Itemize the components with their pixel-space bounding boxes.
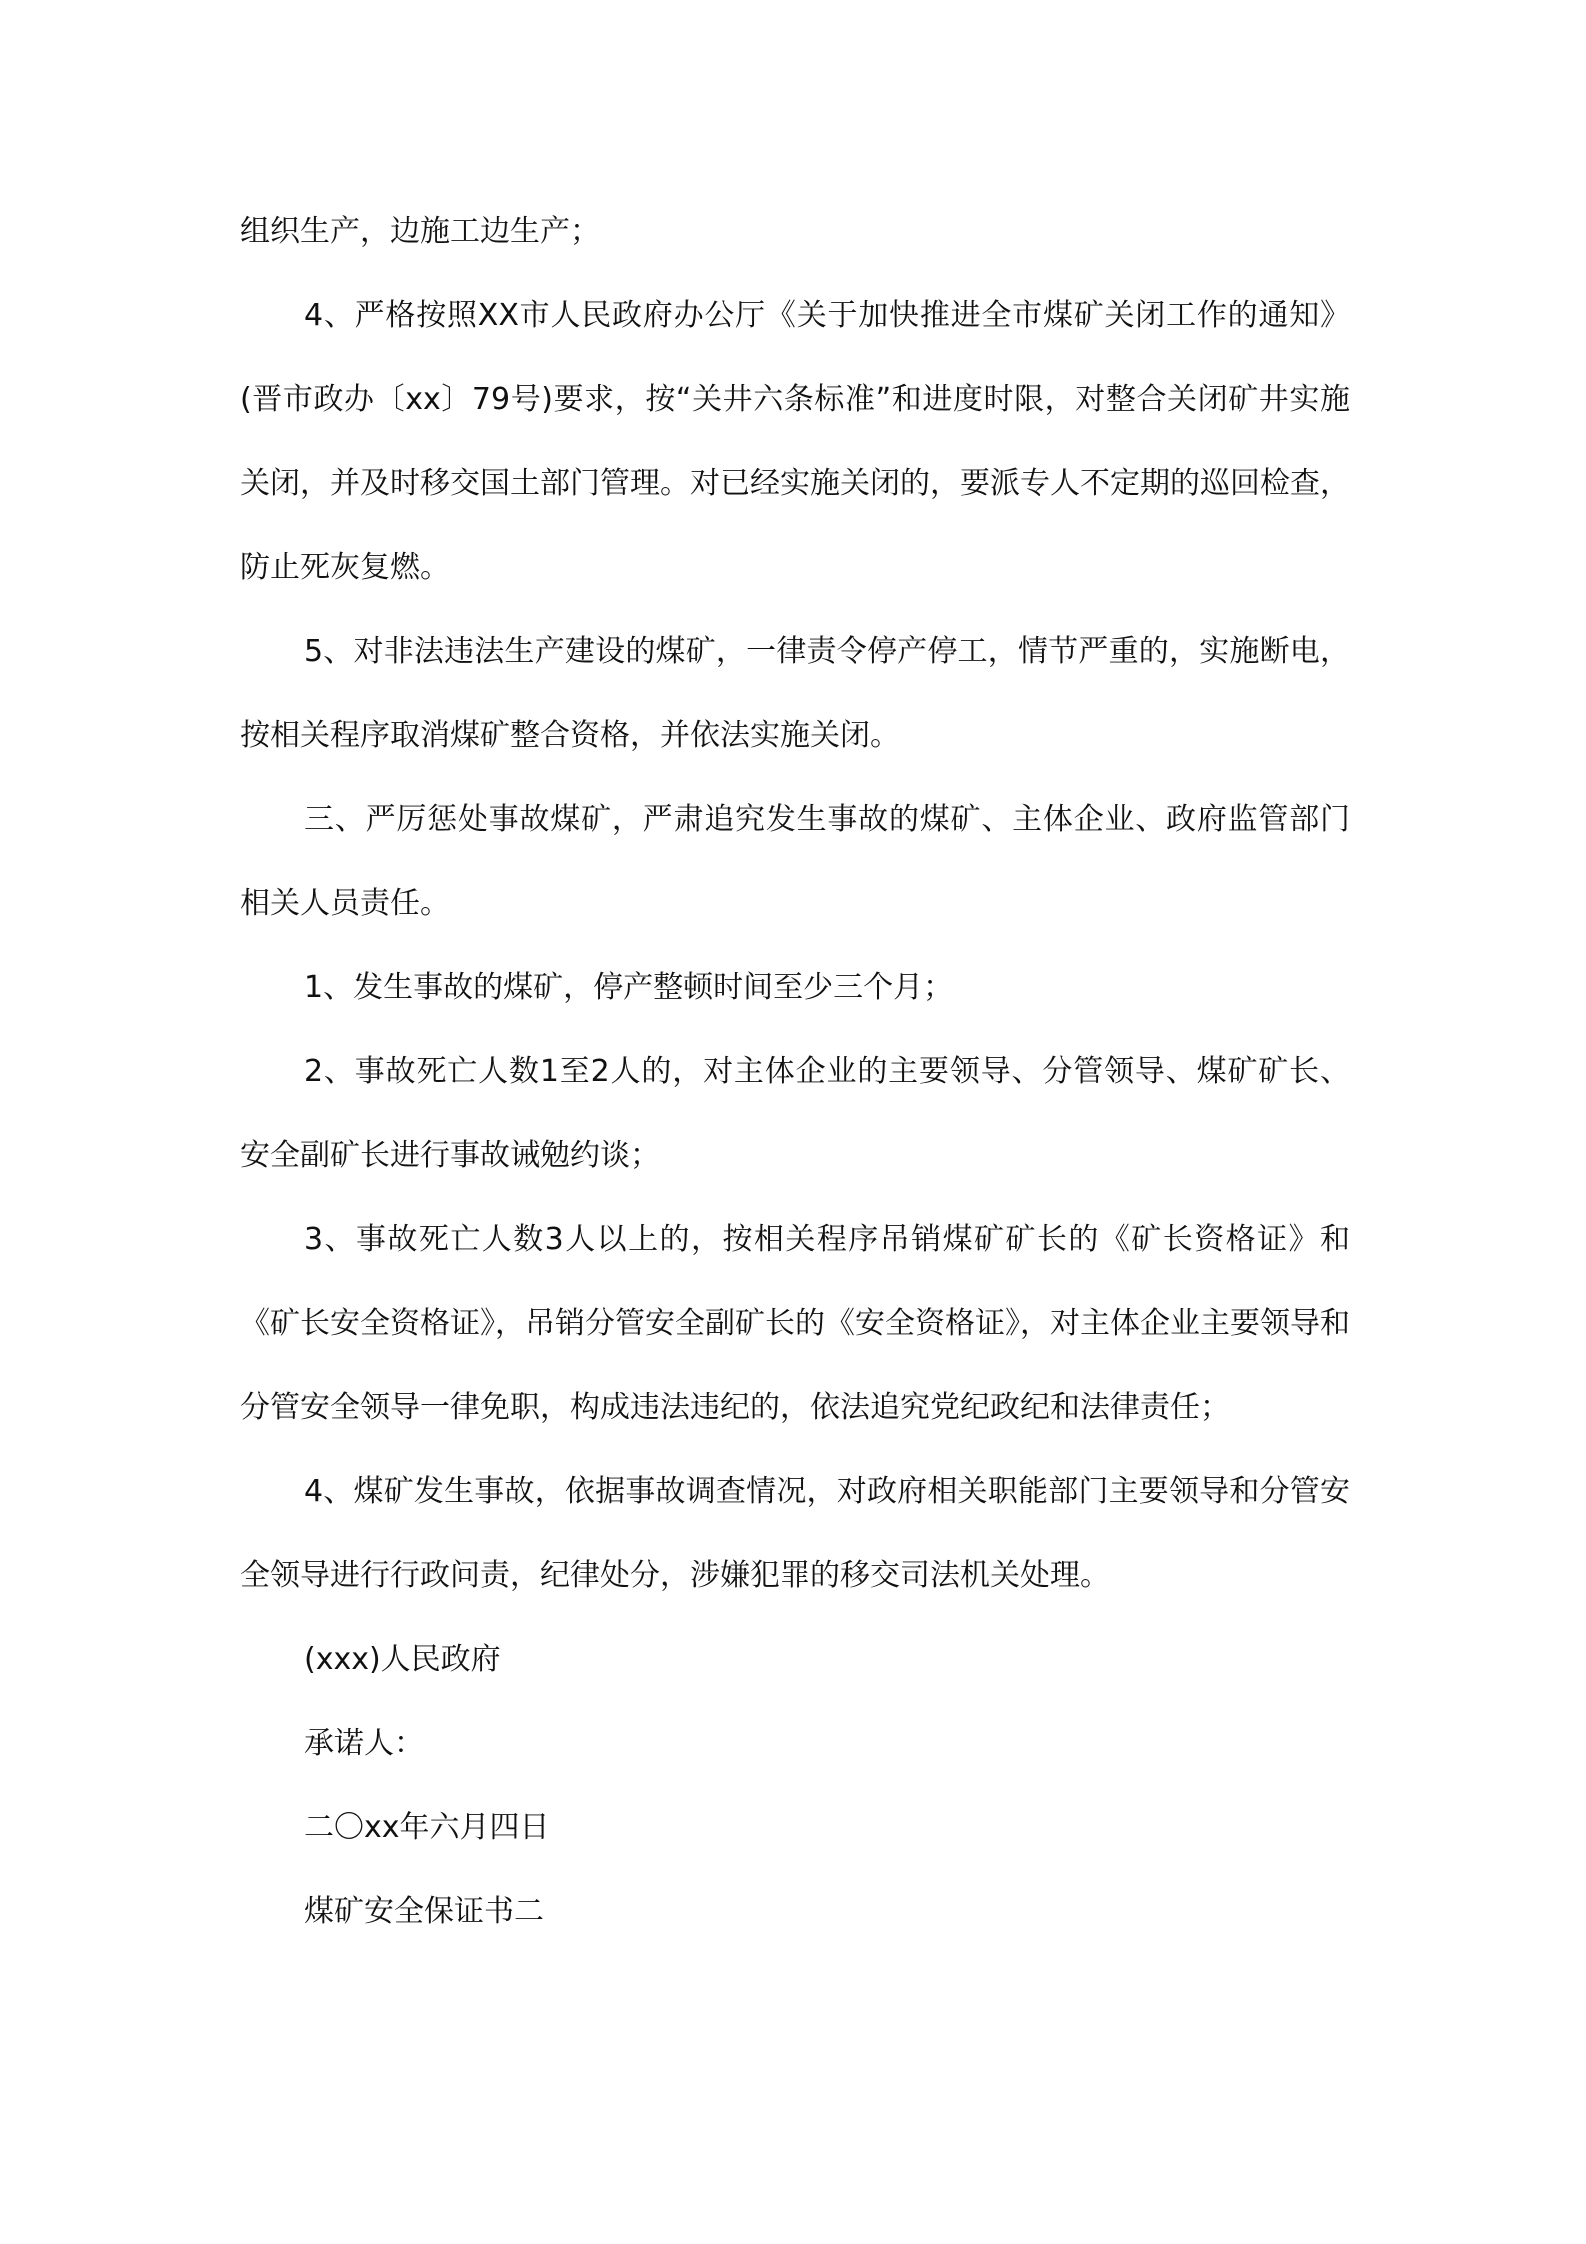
paragraph-section3-item-1: 1、发生事故的煤矿，停产整顿时间至少三个月；: [304, 970, 954, 1005]
signatory-organization: (xxx)人民政府: [304, 1642, 501, 1677]
paragraph-item-4-mine-closure: 4、严格按照XX市人民政府办公厅《关于加快推进全市煤矿关闭工作的通知》(晋市政办〔xx〕79号)要求，按“关井六条标准”和进度时限，对整合关闭矿井实施关闭，并及时移交国土部门管理。对已经实施关闭的，要派专人不定期的巡回检查，防止死灰复燃。: [240, 298, 1350, 585]
promisor-label: 承诺人：: [304, 1726, 424, 1761]
paragraph-item-5-illegal-mines: 5、对非法违法生产建设的煤矿，一律责令停产停工，情节严重的，实施断电，按相关程序取消煤矿整合资格，并依法实施关闭。: [240, 634, 1350, 753]
document-date: 二〇xx年六月四日: [304, 1810, 550, 1845]
next-document-title: 煤矿安全保证书二: [304, 1894, 544, 1929]
paragraph-section3-item-4: 4、煤矿发生事故，依据事故调查情况，对政府相关职能部门主要领导和分管安全领导进行行政问责，纪律处分，涉嫌犯罪的移交司法机关处理。: [240, 1474, 1350, 1593]
document-body: [240, 190, 1350, 1954]
paragraph-section3-item-3: 3、事故死亡人数3人以上的，按相关程序吊销煤矿矿长的《矿长资格证》和《矿长安全资格证》，吊销分管安全副矿长的《安全资格证》，对主体企业主要领导和分管安全领导一律免职，构成违法违纪的，依法追究党纪政纪和法律责任；: [240, 1222, 1350, 1425]
paragraph-continuation: 组织生产，边施工边生产；: [240, 214, 600, 249]
section-heading-3: 三、严厉惩处事故煤矿，严肃追究发生事故的煤矿、主体企业、政府监管部门相关人员责任。: [240, 802, 1350, 921]
paragraph-section3-item-2: 2、事故死亡人数1至2人的，对主体企业的主要领导、分管领导、煤矿矿长、安全副矿长进行事故诫勉约谈；: [240, 1054, 1350, 1173]
